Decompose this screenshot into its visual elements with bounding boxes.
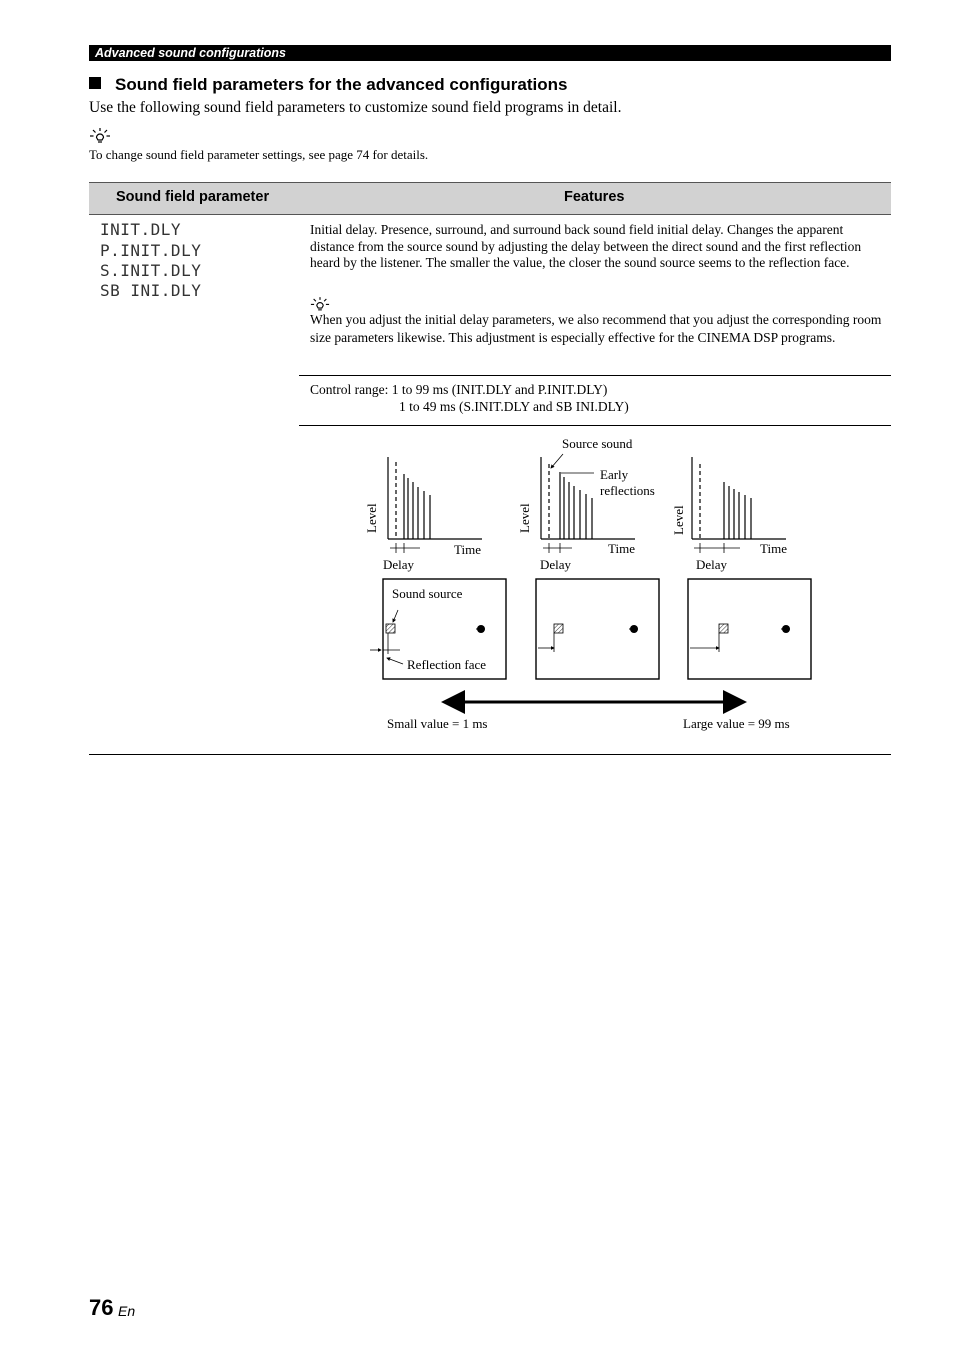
sound-source-label: Sound source bbox=[392, 586, 463, 601]
reflection-face-label: Reflection face bbox=[407, 657, 487, 672]
column-header-parameter: Sound field parameter bbox=[116, 189, 270, 205]
parameter-name: SB INI.DLY bbox=[100, 281, 202, 300]
axis-label-time: Time bbox=[760, 541, 787, 556]
early-reflections-label: reflections bbox=[600, 483, 655, 498]
source-sound-label: Source sound bbox=[562, 436, 633, 451]
hint-light-icon bbox=[89, 127, 111, 143]
small-value-label: Small value = 1 ms bbox=[387, 716, 488, 731]
section-title-text: Sound field parameters for the advanced configurations bbox=[115, 75, 568, 94]
feature-tip: When you adjust the initial delay parameters, we also recommend that you adjust the corresponding room size parameters likewise. This adjustment is especially effective for the CINEMA DSP programs. bbox=[310, 312, 882, 345]
parameter-name: S.INIT.DLY bbox=[100, 261, 202, 280]
parameter-name: INIT.DLY bbox=[100, 220, 182, 239]
intro-text: Use the following sound field parameters to customize sound field programs in detail. bbox=[89, 99, 622, 116]
section-title bbox=[89, 74, 567, 96]
control-range-line1: Control range: 1 to 99 ms (INIT.DLY and P.INIT.DLY) bbox=[310, 382, 608, 397]
row-divider bbox=[299, 375, 891, 376]
initial-delay-diagram bbox=[360, 432, 820, 742]
large-value-label: Large value = 99 ms bbox=[683, 716, 790, 731]
hint-light-icon bbox=[310, 296, 330, 311]
delay-label: Delay bbox=[540, 557, 572, 572]
axis-label-time: Time bbox=[454, 542, 481, 557]
level-time-graph-3 bbox=[692, 457, 786, 553]
axis-label-level: Level bbox=[671, 505, 686, 535]
level-time-graph-1 bbox=[388, 457, 482, 553]
room-diagram-2 bbox=[536, 579, 659, 679]
hint-text: To change sound field parameter settings, see page 74 for details. bbox=[89, 147, 429, 162]
control-range-line2: 1 to 49 ms (S.INIT.DLY and SB INI.DLY) bbox=[399, 399, 629, 414]
parameter-name: P.INIT.DLY bbox=[100, 241, 202, 260]
row-divider bbox=[299, 425, 891, 426]
axis-label-time: Time bbox=[608, 541, 635, 556]
page-language: En bbox=[118, 1303, 136, 1319]
delay-label: Delay bbox=[383, 557, 415, 572]
early-reflections-label: Early bbox=[600, 467, 629, 482]
section-bullet-square bbox=[89, 77, 101, 89]
table-bottom-border bbox=[89, 754, 891, 755]
delay-label: Delay bbox=[696, 557, 728, 572]
page-number: 76 bbox=[89, 1295, 114, 1320]
feature-description: Initial delay. Presence, surround, and surround back sound field initial delay. Changes the apparent distance from the source sound by adjusting the delay between the direct sound and the first reflection heard by the listener. The smaller the value, the closer the sound source seems to the reflection face. bbox=[310, 222, 862, 271]
room-diagram-3 bbox=[688, 579, 811, 679]
header-bar bbox=[89, 45, 891, 61]
axis-label-level: Level bbox=[517, 503, 532, 533]
header-section-label: Advanced sound configurations bbox=[95, 46, 286, 60]
column-header-features: Features bbox=[564, 189, 625, 205]
axis-label-level: Level bbox=[364, 503, 379, 533]
